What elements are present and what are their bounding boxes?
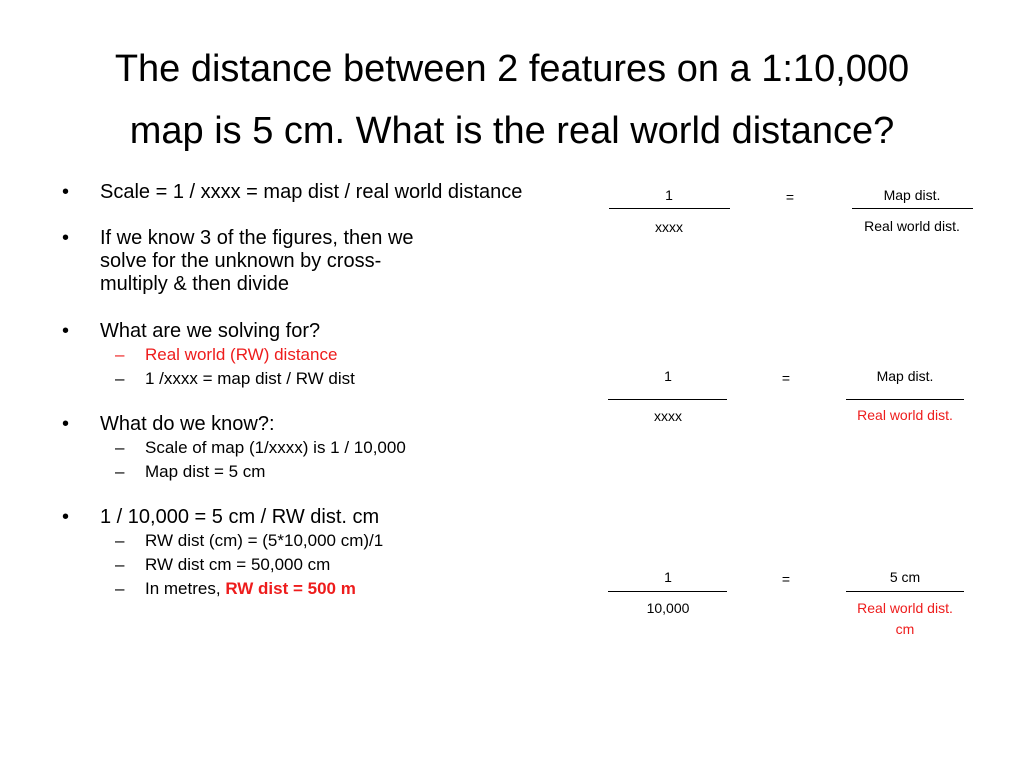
bullet-text: What do we know?: [100,413,275,435]
sub-item-text: RW dist (cm) = (5*10,000 cm)/1 [145,531,384,550]
dash-marker: – [115,555,125,574]
dash-marker: – [115,531,125,550]
equation-numerator-right: Map dist. [876,368,934,384]
bullet-item [62,413,542,436]
sub-item [62,367,542,391]
equals-sign: = [785,189,795,205]
bullet-text: If we know 3 of the figures, then we solve for the unknown by cross-multiply & then divide [100,227,414,295]
bullet-marker: • [62,227,70,249]
sub-item [62,577,542,601]
sub-item [62,460,542,484]
equation-denominator-left: xxxx [654,408,682,424]
bullet-text: 1 / 10,000 = 5 cm / RW dist. cm [100,506,380,528]
bullet-marker: • [62,506,70,528]
title-line-2: map is 5 cm. What is the real world distance? [129,110,895,152]
fraction-bar-left [608,399,727,400]
sub-item-text: Scale of map (1/xxxx) is 1 / 10,000 [145,438,406,457]
sub-item-text: Real world (RW) distance [145,345,338,364]
sub-item-text: RW dist cm = 50,000 cm [145,555,331,574]
bullet-text: Scale = 1 / xxxx = map dist / real world distance [100,181,523,203]
equation-numerator-left: 1 [665,187,673,203]
dash-marker: – [115,345,125,364]
bullet-marker: • [62,413,70,435]
bullet-item [62,181,542,204]
dash-marker: – [115,369,125,388]
bullet-item [62,506,542,529]
bullet-marker: • [62,181,70,203]
sub-item-text: Map dist = 5 cm [145,462,266,481]
fraction-bar-left [608,591,727,592]
equation-denominator-right: Real world dist. [857,407,953,423]
equation-denominator-right: Real world dist. [864,218,960,234]
bullet-item [62,227,445,296]
equation-numerator-left: 1 [664,569,672,585]
bullet-item [62,320,542,343]
fraction-bar-right [846,399,964,400]
equation-numerator-right: Map dist. [883,187,941,203]
sub-item [62,529,542,553]
slide-title [40,38,984,162]
title-line-1: The distance between 2 features on a 1:10,000 [114,48,910,90]
equation-denominator-left: xxxx [655,219,683,235]
sub-item [62,343,542,367]
dash-marker: – [115,438,125,457]
sub-item [62,436,542,460]
fraction-bar-right [852,208,973,209]
equation-denominator-right: Real world dist. cm [857,600,953,637]
dash-marker: – [115,579,125,598]
fraction-bar-right [846,591,964,592]
equation-numerator-right: 5 cm [889,569,921,585]
equation-numerator-left: 1 [664,368,672,384]
equation-denominator-left: 10,000 [646,600,690,616]
dash-marker: – [115,462,125,481]
equals-sign: = [781,571,791,587]
answer-emphasis: RW dist = 500 m [225,579,356,598]
sub-item-text: 1 /xxxx = map dist / RW dist [145,369,355,388]
equals-sign: = [781,370,791,386]
bullet-list [62,181,542,601]
sub-item-text: In metres, [145,579,226,598]
bullet-text: What are we solving for? [100,320,321,342]
bullet-marker: • [62,320,70,342]
fraction-bar-left [609,208,730,209]
sub-item [62,553,542,577]
